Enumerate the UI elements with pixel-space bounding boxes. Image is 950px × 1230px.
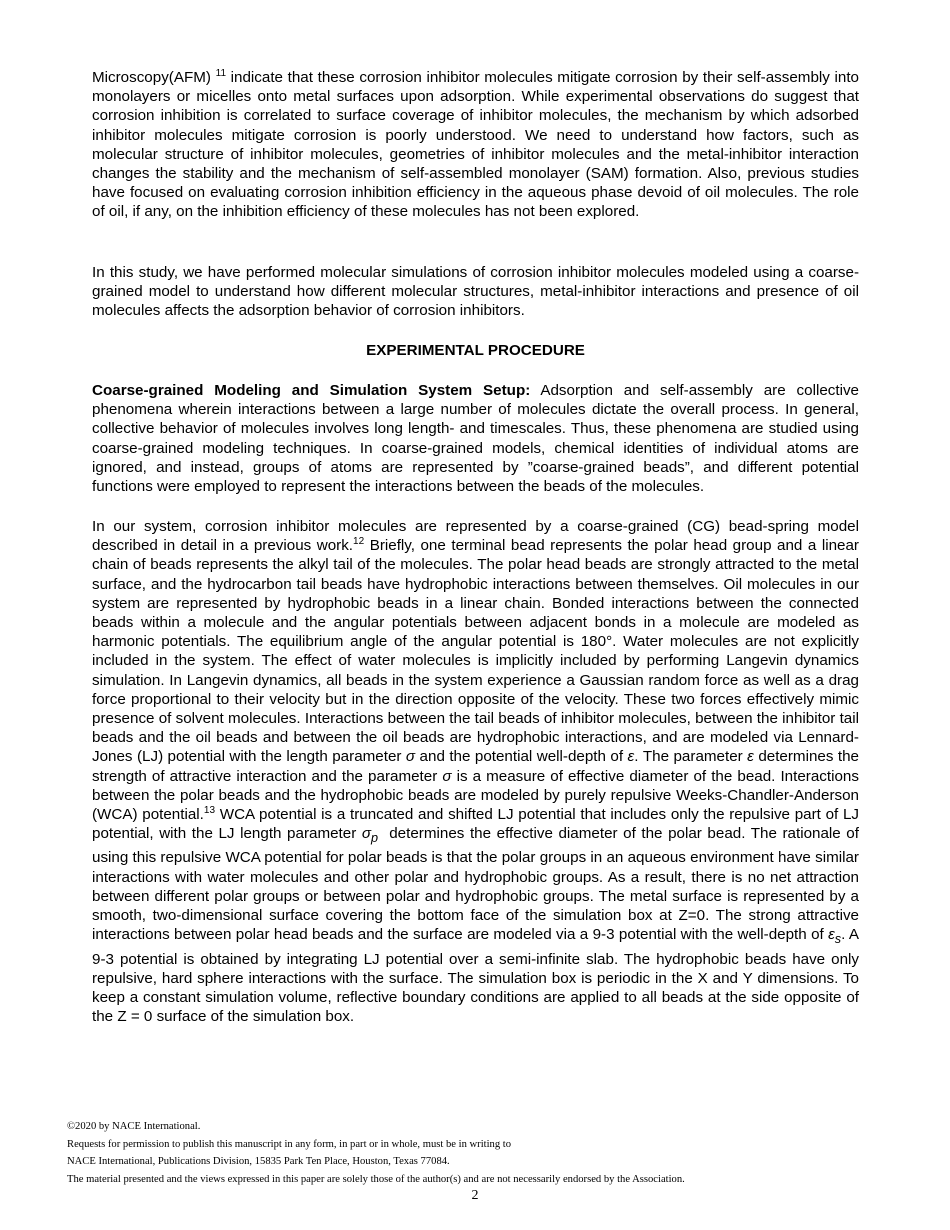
- disclaimer-line: The material presented and the views expressed in this paper are solely those of the author(s) and are not necessarily endorsed by the Association.: [67, 1173, 685, 1185]
- citation-13: 13: [203, 804, 216, 816]
- paragraph-intro-continuation: [92, 68, 859, 222]
- paragraph-system-description: [92, 517, 859, 1026]
- epsilon-symbol-2: ε: [747, 748, 754, 766]
- epsilon-s-symbol: [828, 926, 842, 947]
- paragraph-lead-heading: Coarse-grained Modeling and Simulation System Setup:: [92, 382, 531, 399]
- para4-s1: In our system, corrosion inhibitor molecules are represented by a coarse-grained (CG) bead-spring model described in detail in a previous work.: [92, 518, 859, 555]
- sigma-p-base: σ: [361, 825, 372, 843]
- citation-11: 11: [215, 67, 227, 79]
- para4-s9: . A 9-3 potential is obtained by integrating LJ potential over a semi-infinite slab. The hydrophobic beads have only repulsive, hard sphere interactions with the surface. The simulation box is periodic in the X and Y dimensions. To keep a constant simulation volume, reflective boundary conditions are applied to all beads at the side opposite of the Z = 0 surface of the simulation box.: [92, 926, 859, 1026]
- para3-text: Adsorption and self-assembly are collective phenomena wherein interactions between a large number of molecules dictate the overall process. In general, collective behavior of molecules involves long length- and timescales. Thus, these phenomena are studied using coarse-grained modeling techniques. In coarse-grained models, chemical identities of individual atoms are ignored, and instead, groups of atoms are represented by ”coarse-grained beads”, and different potential functions were employed to represent the interactions between the beads of the molecules.: [92, 382, 859, 496]
- citation-12: 12: [353, 536, 365, 548]
- para1-rest: indicate that these corrosion inhibitor molecules mitigate corrosion by their self-assembly into monolayers or micelles onto metal surfaces upon adsorption. While experimental observations do suggest that corrosion inhibition is correlated to surface coverage of inhibitor molecules, the mechanism by which adsorbed inhibitor molecules mitigate corrosion is poorly understood. We need to understand how factors, such as molecular structure of inhibitor molecules, geometries of inhibitor molecules and the metal-inhibitor interaction changes the stability and the mechanism of self-assembled monolayer (SAM) formation. Also, previous studies have focused on evaluating corrosion inhibition efficiency in the aqueous phase devoid of oil molecules. The role of oil, if any, on the inhibition efficiency of these molecules has not been explored.: [92, 69, 859, 221]
- sigma-p-subscript: p: [371, 831, 379, 846]
- para4-s5: determines the strength of attractive interaction and the parameter: [92, 748, 859, 785]
- para4-s8: determines the effective diameter of the polar bead. The rationale of using this repulsive WCA potential for polar beads is that the polar groups in an aqueous environment have similar interactions with water molecules and other polar and hydrophobic groups. As a result, there is no net attraction between different polar groups or between polar and hydrophobic groups. The metal surface is represented by a smooth, two-dimensional surface covering the bottom face of the simulation box at Z=0. The strong attractive interactions between polar head beads and the surface are modeled via a 9-3 potential with the well-depth of: [92, 825, 859, 944]
- section-heading: EXPERIMENTAL PROCEDURE: [366, 342, 585, 359]
- para1-start: Microscopy(AFM): [92, 69, 211, 86]
- epsilon-s-subscript: s: [834, 932, 842, 947]
- paragraph-study-overview: In this study, we have performed molecular simulations of corrosion inhibitor molecules modeled using a coarse-grained model to understand how different molecular structures, metal-inhibitor interactions and presence of oil molecules affects the adsorption behavior of corrosion inhibitors.: [92, 264, 859, 320]
- para4-s4: . The parameter: [634, 748, 743, 766]
- page-footer: [67, 1118, 887, 1188]
- para4-s7: WCA potential is a truncated and shifted LJ potential that includes only the repulsive part of LJ potential, with the LJ length parameter: [92, 806, 859, 843]
- permission-line: Requests for permission to publish this manuscript in any form, in part or in whole, must be in writing to: [67, 1138, 512, 1150]
- para4-s3: and the potential well-depth of: [419, 748, 624, 766]
- sigma-symbol: σ: [405, 748, 416, 766]
- sigma-p-symbol: [361, 825, 379, 846]
- address-line: NACE International, Publications Division, 15835 Park Ten Place, Houston, Texas 77084.: [67, 1156, 450, 1168]
- epsilon-symbol: ε: [627, 748, 635, 766]
- para4-s2: Briefly, one terminal bead represents the polar head group and a linear chain of beads represents the alkyl tail of the molecules. The polar head beads are strongly attracted to the metal surface, and the hydrocarbon tail beads have hydrophobic interactions between themselves. Oil molecules in our system are represented by hydrophobic beads in a linear chain. Bonded interactions between the connected beads within a molecule and the angular potentials between adjacent bonds in a molecule are modeled as harmonic potentials. The equilibrium angle of the angular potential is 180°. Water molecules are not explicitly included in the system. The effect of water molecules is implicitly included by performing Langevin dynamics simulation. In Langevin dynamics, all beads in the system experience a Gaussian random force as well as a drag force proportional to their velocity but in the direction opposite of the velocity. These two forces effectively mimic presence of solvent molecules. Interactions between the tail beads of inhibitor molecules, between the inhibitor tail beads and the oil beads and between the oil beads are hydrophobic interactions, and are modeled via Lennard-Jones (LJ) potential with the length parameter: [92, 537, 859, 766]
- sigma-symbol-2: σ: [442, 767, 452, 785]
- epsilon-s-base: ε: [828, 926, 835, 944]
- page-number: 2: [471, 1188, 479, 1203]
- paragraph-cg-modeling: [92, 381, 859, 496]
- para4-s6: is a measure of effective diameter of the bead. Interactions between the polar beads and the hydrophobic beads are modeled by purely repulsive Weeks-Chandler-Anderson (WCA) potential.: [92, 767, 859, 824]
- copyright-line: ©2020 by NACE International.: [67, 1121, 201, 1132]
